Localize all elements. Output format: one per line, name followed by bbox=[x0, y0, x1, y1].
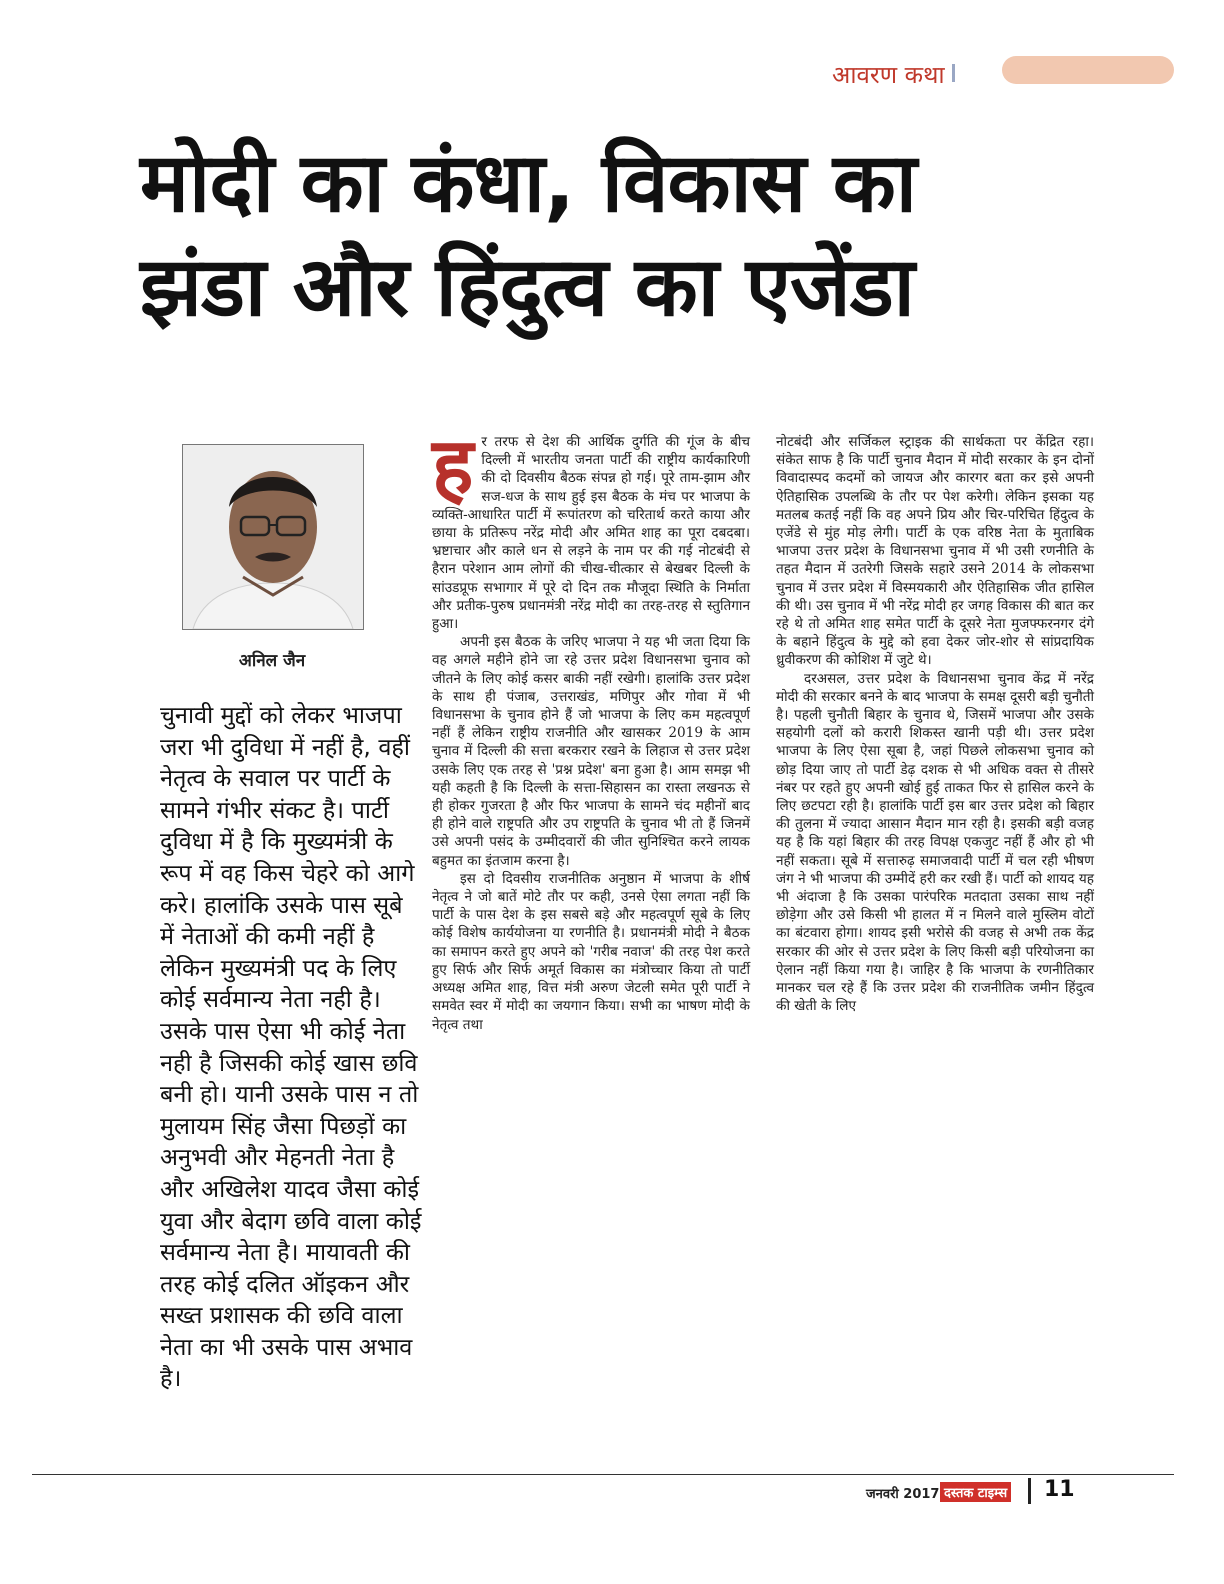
section-divider bbox=[952, 64, 955, 82]
drop-cap: ह bbox=[432, 422, 474, 512]
pull-quote bbox=[160, 700, 422, 1395]
footer-rule bbox=[32, 1474, 1174, 1475]
footer-magazine-logo: दस्तक टाइम्स bbox=[940, 1482, 1011, 1502]
footer-separator bbox=[1028, 1478, 1031, 1504]
article-paragraph: नोटबंदी और सर्जिकल स्ट्राइक की सार्थकता पर केंद्रित रहा। संकेत साफ है कि पार्टी चुनाव मैदान में मोदी सरकार के इन दोनों विवादास्पद कदमों को जायज और कारगर बता कर इसे अपनी ऐतिहासिक उपलब्धि के तौर पर पेश करेगी। लेकिन इसका यह मतलब कतई नहीं कि वह अपने प्रिय और चिर-परिचित हिंदुत्व के एजेंडे से मुंह मोड़ लेगी। पार्टी के एक वरिष्ठ नेता के मुताबिक भाजपा उत्तर प्रदेश के विधानसभा चुनाव में भी उसी रणनीति के तहत मैदान में उतरेगी जिसके सहारे उसने 2014 के लोकसभा चुनाव में उत्तर प्रदेश में विस्मयकारी और ऐतिहासिक जीत हासिल की थी। उस चुनाव में भी नरेंद्र मोदी हर जगह विकास की बात कर रहे थे तो अमित शाह समेत पार्टी के दूसरे नेता मुजफ्फरनगर दंगे के बहाने हिंदुत्व के मुद्दे को हवा देकर जोर-शोर से सांप्रदायिक ध्रुवीकरण की कोशिश में जुटे थे। bbox=[776, 434, 1094, 669]
article-column-2 bbox=[776, 433, 1094, 1016]
author-portrait-icon bbox=[183, 445, 363, 629]
article-headline bbox=[140, 132, 1100, 340]
section-pill-decoration bbox=[1002, 56, 1174, 84]
author-photo bbox=[182, 444, 364, 630]
headline-line-1: मोदी का कंधा, विकास का bbox=[140, 136, 916, 231]
article-paragraph: अपनी इस बैठक के जरिए भाजपा ने यह भी जता दिया कि वह अगले महीने होने जा रहे उत्तर प्रदेश विधानसभा चुनाव को जीतने के लिए कोई कसर बाकी नहीं रखेगी। हालांकि उत्तर प्रदेश के साथ ही पंजाब, उत्तराखंड, मणिपुर और गोवा में भी विधानसभा के चुनाव होने हैं जो भाजपा के लिए कम महत्वपूर्ण नहीं हैं लेकिन राष्ट्रीय राजनीति और खासकर 2019 के आम चुनाव में दिल्ली की सत्ता बरकरार रखने के लिहाज से उत्तर प्रदेश उसके लिए एक तरह से 'प्रश्न प्रदेश' बना हुआ है। आम समझ भी यही कहती है कि दिल्ली के सत्ता-सिहासन का रास्ता लखनऊ से ही होकर गुजरता है और फिर भाजपा के सामने चंद महीनों बाद ही होने वाले राष्ट्रपति और उप राष्ट्रपति के चुनाव भी तो हैं जिनमें उसे अपनी पसंद के उम्मीदवारों की जीत सुनिश्चित करने लायक बहुमत का इंतजाम करना है। bbox=[432, 634, 750, 869]
author-name: अनिल जैन bbox=[238, 651, 306, 671]
page-number: 11 bbox=[1044, 1477, 1075, 1502]
section-label: आवरण कथा bbox=[832, 61, 945, 89]
article-paragraph: दरअसल, उत्तर प्रदेश के विधानसभा चुनाव केंद्र में नरेंद्र मोदी की सरकार बनने के बाद भाजपा के समक्ष दूसरी बड़ी चुनौती है। पहली चुनौती बिहार के चुनाव थे, जिसमें भाजपा और उसके सहयोगी दलों को करारी शिकस्त खानी पड़ी थी। उत्तर प्रदेश भाजपा के लिए ऐसा सूबा है, जहां पिछले लोकसभा चुनाव को छोड़ दिया जाए तो पार्टी डेढ़ दशक से भी अधिक वक्त से तीसरे नंबर पर रहते हुए अपनी खोई हुई ताकत फिर से हासिल करने के लिए छटपटा रही है। हालांकि पार्टी इस बार उत्तर प्रदेश को बिहार की तुलना में ज्यादा आसान मैदान मान रही है। इसकी बड़ी वजह यह है कि यहां बिहार की तरह विपक्ष एकजुट नहीं हैं और हो भी नहीं सकता। सूबे में सत्तारुढ़ समाजवादी पार्टी में चल रही भीषण जंग ने भी भाजपा की उम्मीदें हरी कर रखी हैं। पार्टी को शायद यह भी अंदाजा है कि उसका पारंपरिक मतदाता उसका साथ नहीं छोड़ेगा और उसे किसी भी हालत में न मिलने वाले मुस्लिम वोटों का बंटवारा होगा। शायद इसी भरोसे की वजह से अभी तक केंद्र सरकार की ओर से उत्तर प्रदेश के लिए किसी बड़ी परियोजना का ऐलान नहीं किया गया है। जाहिर है कि भाजपा के रणनीतिकार मानकर चल रहे हैं कि उत्तर प्रदेश की राजनीतिक जमीन हिंदुत्व की खेती के लिए bbox=[776, 670, 1094, 1015]
footer-issue-date: जनवरी 2017 bbox=[866, 1487, 940, 1502]
article-column-1 bbox=[432, 422, 750, 1034]
pull-quote-text: चुनावी मुद्दों को लेकर भाजपा जरा भी दुविधा में नहीं है, वहीं नेतृत्व के सवाल पर पार्टी के सामने गंभीर संकट है। पार्टी दुविधा में है कि मुख्यमंत्री के रूप में वह किस चेहरे को आगे करे। हालांकि उसके पास सूबे में नेताओं की कमी नहीं है लेकिन मुख्यमंत्री पद के लिए कोई सर्वमान्य नेता नही है। उसके पास ऐसा भी कोई नेता नही है जिसकी कोई खास छवि बनी हो। यानी उसके पास न तो मुलायम सिंह जैसा पिछड़ों का अनुभवी और मेहनती नेता है और अखिलेश यादव जैसा कोई युवा और बेदाग छवि वाला कोई सर्वमान्य नेता है। मायावती की तरह कोई दलित ऑइकन और सख्त प्रशासक की छवि वाला नेता का भी उसके पास अभाव है। bbox=[160, 701, 422, 1393]
article-paragraph: र तरफ से देश की आर्थिक दुर्गति की गूंज के बीच दिल्ली में भारतीय जनता पार्टी की राष्ट्रीय कार्यकारिणी की दो दिवसीय बैठक संपन्न हो गई। पूरे ताम-झाम और सज-धज के साथ हुई इस बैठक के मंच पर भाजपा के व्यक्ति-आधारित पार्टी में रूपांतरण को चरितार्थ करते काया और छाया के प्रतिरूप नरेंद्र मोदी और अमित शाह का पूरा दबदबा। भ्रष्टाचार और काले धन से लड़ने के नाम पर की गई नोटबंदी से हैरान परेशान आम लोगों की चीख-चीत्कार से बेखबर दिल्ली के सांउडप्रूफ सभागार में पूरे दो दिन तक मौजूदा स्थिति के निर्माता और प्रतीक-पुरुष प्रधानमंत्री नरेंद्र मोदी का तरह-तरह से स्तुतिगान हुआ। bbox=[432, 434, 750, 633]
headline-line-2: झंडा और हिंदुत्व का एजेंडा bbox=[140, 240, 914, 335]
article-paragraph: इस दो दिवसीय राजनीतिक अनुष्ठान में भाजपा के शीर्ष नेतृत्व ने जो बातें मोटे तौर पर कही, उनसे ऐसा लगता नहीं कि पार्टी के पास देश के इस सबसे बड़े और महत्वपूर्ण सूबे के लिए कोई विशेष कार्ययोजना या रणनीति है। प्रधानमंत्री मोदी ने बैठक का समापन करते हुए अपने को 'गरीब नवाज' की तरह पेश करते हुए सिर्फ और सिर्फ अमूर्त विकास का मंत्रोच्चार किया तो पार्टी अध्यक्ष अमित शाह, वित्त मंत्री अरुण जेटली समेत पूरी पार्टी ने समवेत स्वर में मोदी का जयगान किया। सभी का भाषण मोदी के नेतृत्व तथा bbox=[432, 870, 750, 1033]
